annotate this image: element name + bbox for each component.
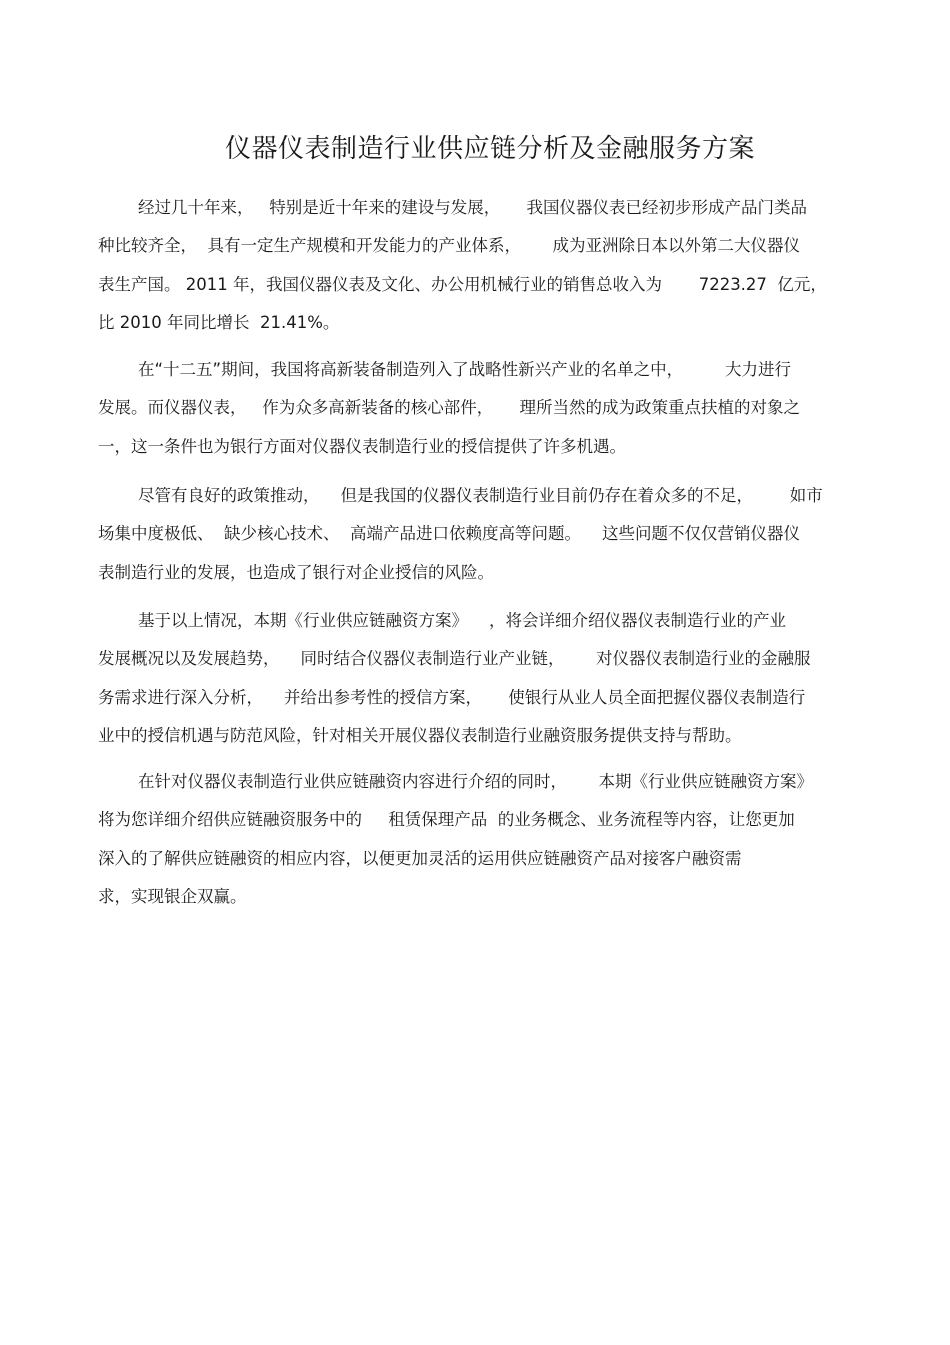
paragraph-line: 种比较齐全， 具有一定生产规模和开发能力的产业体系， 成为亚洲除日本以外第二大仪器仪 bbox=[98, 236, 800, 255]
paragraph-line: 将为您详细介绍供应链融资服务中的 租赁保理产品 的业务概念、业务流程等内容，让您更加 bbox=[98, 810, 795, 829]
paragraph-line: 表制造行业的发展，也造成了银行对企业授信的风险。 bbox=[98, 563, 494, 582]
document-title: 仪器仪表制造行业供应链分析及金融服务方案 bbox=[224, 134, 755, 164]
paragraph-line: 发展。而仪器仪表， 作为众多高新装备的核心部件， 理所当然的成为政策重点扶植的对象之 bbox=[98, 398, 800, 417]
paragraph-line: 尽管有良好的政策推动， 但是我国的仪器仪表制造行业目前仍存在着众多的不足， 如市 bbox=[138, 486, 823, 505]
paragraph-line: 在针对仪器仪表制造行业供应链融资内容进行介绍的同时， 本期《行业供应链融资方案》 bbox=[138, 772, 813, 791]
paragraph-line: 比 2010 年同比增长 21.41%。 bbox=[98, 313, 340, 332]
paragraph-line: 在“十二五”期间，我国将高新装备制造列入了战略性新兴产业的名单之中， 大力进行 bbox=[138, 360, 792, 379]
paragraph-line: 发展概况以及发展趋势， 同时结合仪器仪表制造行业产业链， 对仪器仪表制造行业的金融服 bbox=[98, 649, 811, 668]
paragraph-line: 表生产国。 2011 年，我国仪器仪表及文化、办公用机械行业的销售总收入为 7223.27 亿元， bbox=[98, 275, 827, 294]
paragraph-line: 场集中度极低、 缺少核心技术、 高端产品进口依赖度高等问题。 这些问题不仅仅营销仪器仪 bbox=[98, 524, 800, 543]
paragraph-line: 深入的了解供应链融资的相应内容，以便更加灵活的运用供应链融资产品对接客户融资需 bbox=[98, 849, 742, 868]
paragraph-line: 基于以上情况，本期《行业供应链融资方案》 ，将会详细介绍仪器仪表制造行业的产业 bbox=[138, 611, 786, 630]
paragraph-line: 业中的授信机遇与防范风险，针对相关开展仪器仪表制造行业融资服务提供支持与帮助。 bbox=[98, 726, 742, 745]
paragraph-line: 求，实现银企双赢。 bbox=[98, 887, 247, 906]
paragraph-line: 一，这一条件也为银行方面对仪器仪表制造行业的授信提供了许多机遇。 bbox=[98, 437, 626, 456]
paragraph-line: 经过几十年来， 特别是近十年来的建设与发展， 我国仪器仪表已经初步形成产品门类品 bbox=[138, 198, 807, 217]
paragraph-line: 务需求进行深入分析， 并给出参考性的授信方案， 使银行从业人员全面把握仪器仪表制造行 bbox=[98, 688, 806, 707]
